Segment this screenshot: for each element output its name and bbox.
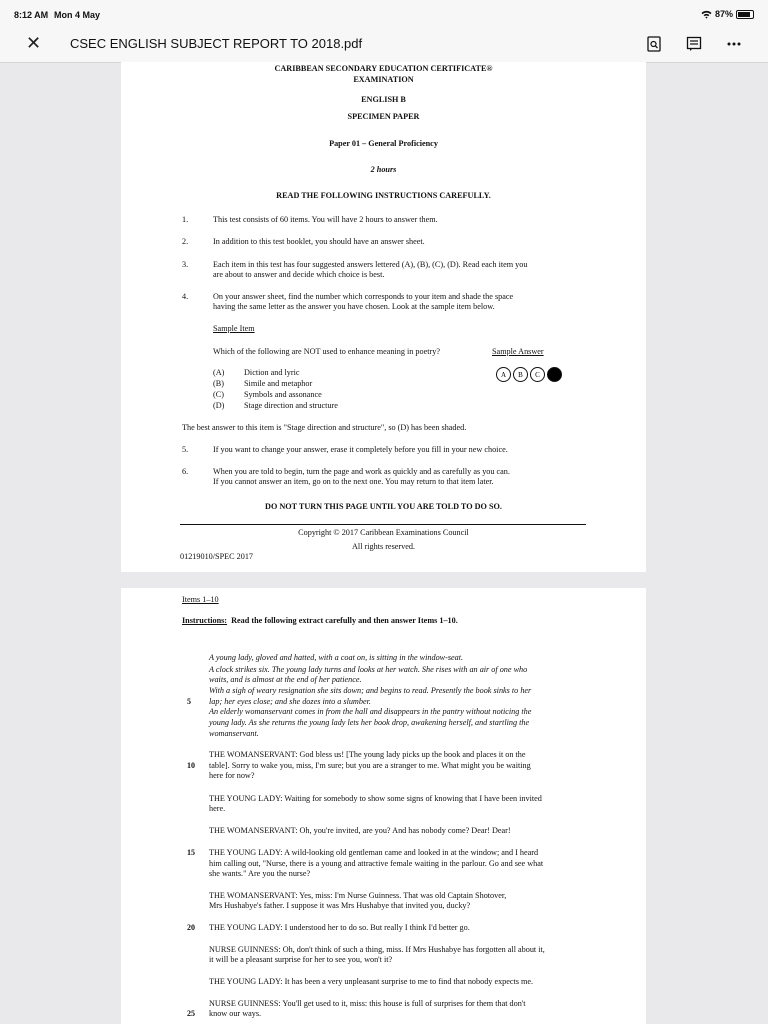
dialogue-line: THE WOMANSERVANT: Yes, miss: I'm Nurse Guinness. That was old Captain Shotover, [209,891,507,900]
item-number: 5. [182,445,189,454]
do-not-turn-notice: DO NOT TURN THIS PAGE UNTIL YOU ARE TOLD TO DO SO. [265,502,502,511]
stage-direction-line: With a sigh of weary resignation she sits down; and begins to read. Presently the book sinks to her [209,686,532,695]
option-text: Symbols and assonance [244,390,322,399]
answer-bubble-b: B [513,367,528,382]
stage-direction-line: waits, and is almost at the end of her patience. [209,675,362,684]
instructions-line [182,616,458,627]
sample-item-label: Sample Item [213,324,255,333]
option-letter: (B) [213,379,224,388]
instruction-text-cont: having the same letter as the answer you have chosen. Look at the sample item below. [213,302,495,311]
item-number: 6. [182,467,189,476]
dialogue-line: here for now? [209,771,255,780]
paper-title: Paper 01 – General Proficiency [329,139,438,148]
dialogue-line: she wants." Are you the nurse? [209,869,311,878]
document-toolbar [0,28,768,63]
pdf-page-1 [121,62,646,572]
document-title: CSEC ENGLISH SUBJECT REPORT TO 2018.pdf [70,36,363,51]
stage-direction-line: A clock strikes six. The young lady turns and looks at her watch. She rises with an air of one who [209,665,528,674]
copyright: Copyright © 2017 Caribbean Examinations Council [298,528,469,537]
divider [180,524,586,525]
wifi-icon [701,10,712,19]
instruction-text: If you want to change your answer, erase it completely before you fill in your new choice. [213,445,508,454]
dialogue-line: THE WOMANSERVANT: Oh, you're invited, are you? And has nobody come? Dear! Dear! [209,826,511,835]
line-number: 25 [187,1009,195,1018]
instruction-text-cont: If you cannot answer an item, go on to the next one. You may return to that item later. [213,477,494,486]
instruction-text: When you are told to begin, turn the page and work as quickly and as carefully as you can. [213,467,510,476]
exam-heading-2: EXAMINATION [353,75,414,84]
paper-code: 01219010/SPEC 2017 [180,552,254,561]
toolbar-actions [644,34,744,54]
item-number: 4. [182,292,189,301]
stage-direction-line: lap; her eyes close; and she dozes into a slumber. [209,697,371,706]
item-number: 2. [182,237,189,246]
instruction-text: Each item in this test has four suggested answers lettered (A), (B), (C), (D). Read each item you [213,260,528,269]
instruction-text-cont: are about to answer and decide which choice is best. [213,270,385,279]
dialogue-line: THE WOMANSERVANT: God bless us! [The young lady picks up the book and places it on the [209,750,526,759]
answer-bubble-d-shaded [547,367,562,382]
option-text: Simile and metaphor [244,379,313,388]
close-icon[interactable]: ✕ [26,33,42,53]
dialogue-line: THE YOUNG LADY: It has been a very unpleasant surprise to me to find that nobody expects me. [209,977,534,986]
battery-percent: 87% [714,9,733,19]
line-number: 15 [187,848,195,857]
annotate-icon[interactable] [684,34,704,54]
dialogue-line: THE YOUNG LADY: Waiting for somebody to show some signs of knowing that I have been invited [209,794,542,803]
stage-direction-line: young lady. As she returns the young lady lets her book drop, awakening herself, and startling the [209,718,530,727]
answer-bubble-a: A [496,367,511,382]
dialogue-line: THE YOUNG LADY: I understood her to do so. But really I think I'd better go. [209,923,470,932]
line-number: 5 [187,697,191,706]
dialogue-line: here. [209,804,226,813]
document-search-icon[interactable] [644,34,664,54]
items-label: Items 1–10 [182,595,219,604]
option-letter: (D) [213,401,225,410]
line-number: 10 [187,761,195,770]
stage-direction-line: womanservant. [209,729,259,738]
instructions-label: Instructions: [182,616,228,625]
stage-direction-line: An elderly womanservant comes in from the hall and disappears in the pantry without noticing the [209,707,532,716]
option-text: Diction and lyric [244,368,300,377]
item-number: 3. [182,260,189,269]
exam-heading: CARIBBEAN SECONDARY EDUCATION CERTIFICATE® [274,64,493,73]
best-answer-note: The best answer to this item is "Stage direction and structure", so (D) has been shaded. [182,423,467,432]
instructions-text: Read the following extract carefully and then answer Items 1–10. [231,616,458,625]
instruction-text: In addition to this test booklet, you should have an answer sheet. [213,237,425,246]
instruction-text: This test consists of 60 items. You will have 2 hours to answer them. [213,215,438,224]
subject-title: ENGLISH B [361,95,406,104]
instruction-text: On your answer sheet, find the number which corresponds to your item and shade the space [213,292,514,301]
dialogue-line: table]. Sorry to wake you, miss, I'm sure; but you are a stranger to me. What might you be waiting [209,761,531,770]
status-bar [0,0,768,28]
status-right [701,9,754,19]
answer-bubbles [496,367,562,382]
sample-answer-label: Sample Answer [492,347,544,356]
dialogue-line: NURSE GUINNESS: Oh, don't think of such a thing, miss. If Mrs Hushabye has forgotten all about it, [209,945,545,954]
battery-icon [736,10,754,19]
dialogue-line: it will be a pleasant surprise for her to see you, won't it? [209,955,393,964]
instructions-title: READ THE FOLLOWING INSTRUCTIONS CAREFULLY. [276,191,491,200]
stage-direction-line: A young lady, gloved and hatted, with a coat on, is sitting in the window-seat. [209,653,464,662]
status-date: Mon 4 May [54,10,101,20]
option-text: Stage direction and structure [244,401,338,410]
more-icon[interactable] [724,34,744,54]
dialogue-line: him calling out, "Nurse, there is a young and attractive female waiting in the parlour. Go and see what [209,859,544,868]
specimen-title: SPECIMEN PAPER [347,112,420,121]
line-number: 20 [187,923,195,932]
pdf-page-2 [121,588,646,1024]
dialogue-line: know our ways. [209,1009,262,1018]
answer-bubble-c: C [530,367,545,382]
dialogue-line: NURSE GUINNESS: You'll get used to it, miss: this house is full of surprises for them that don't [209,999,526,1008]
status-time: 8:12 AM [14,10,49,20]
sample-question: Which of the following are NOT used to enhance meaning in poetry? [213,347,440,356]
duration: 2 hours [370,165,397,174]
item-number: 1. [182,215,189,224]
dialogue-line: THE YOUNG LADY: A wild-looking old gentleman came and looked in at the window; and I heard [209,848,539,857]
option-letter: (C) [213,390,224,399]
dialogue-line: Mrs Hushabye's father. I suppose it was Mrs Hushabye that invited you, ducky? [209,901,471,910]
option-letter: (A) [213,368,225,377]
rights: All rights reserved. [352,542,415,551]
